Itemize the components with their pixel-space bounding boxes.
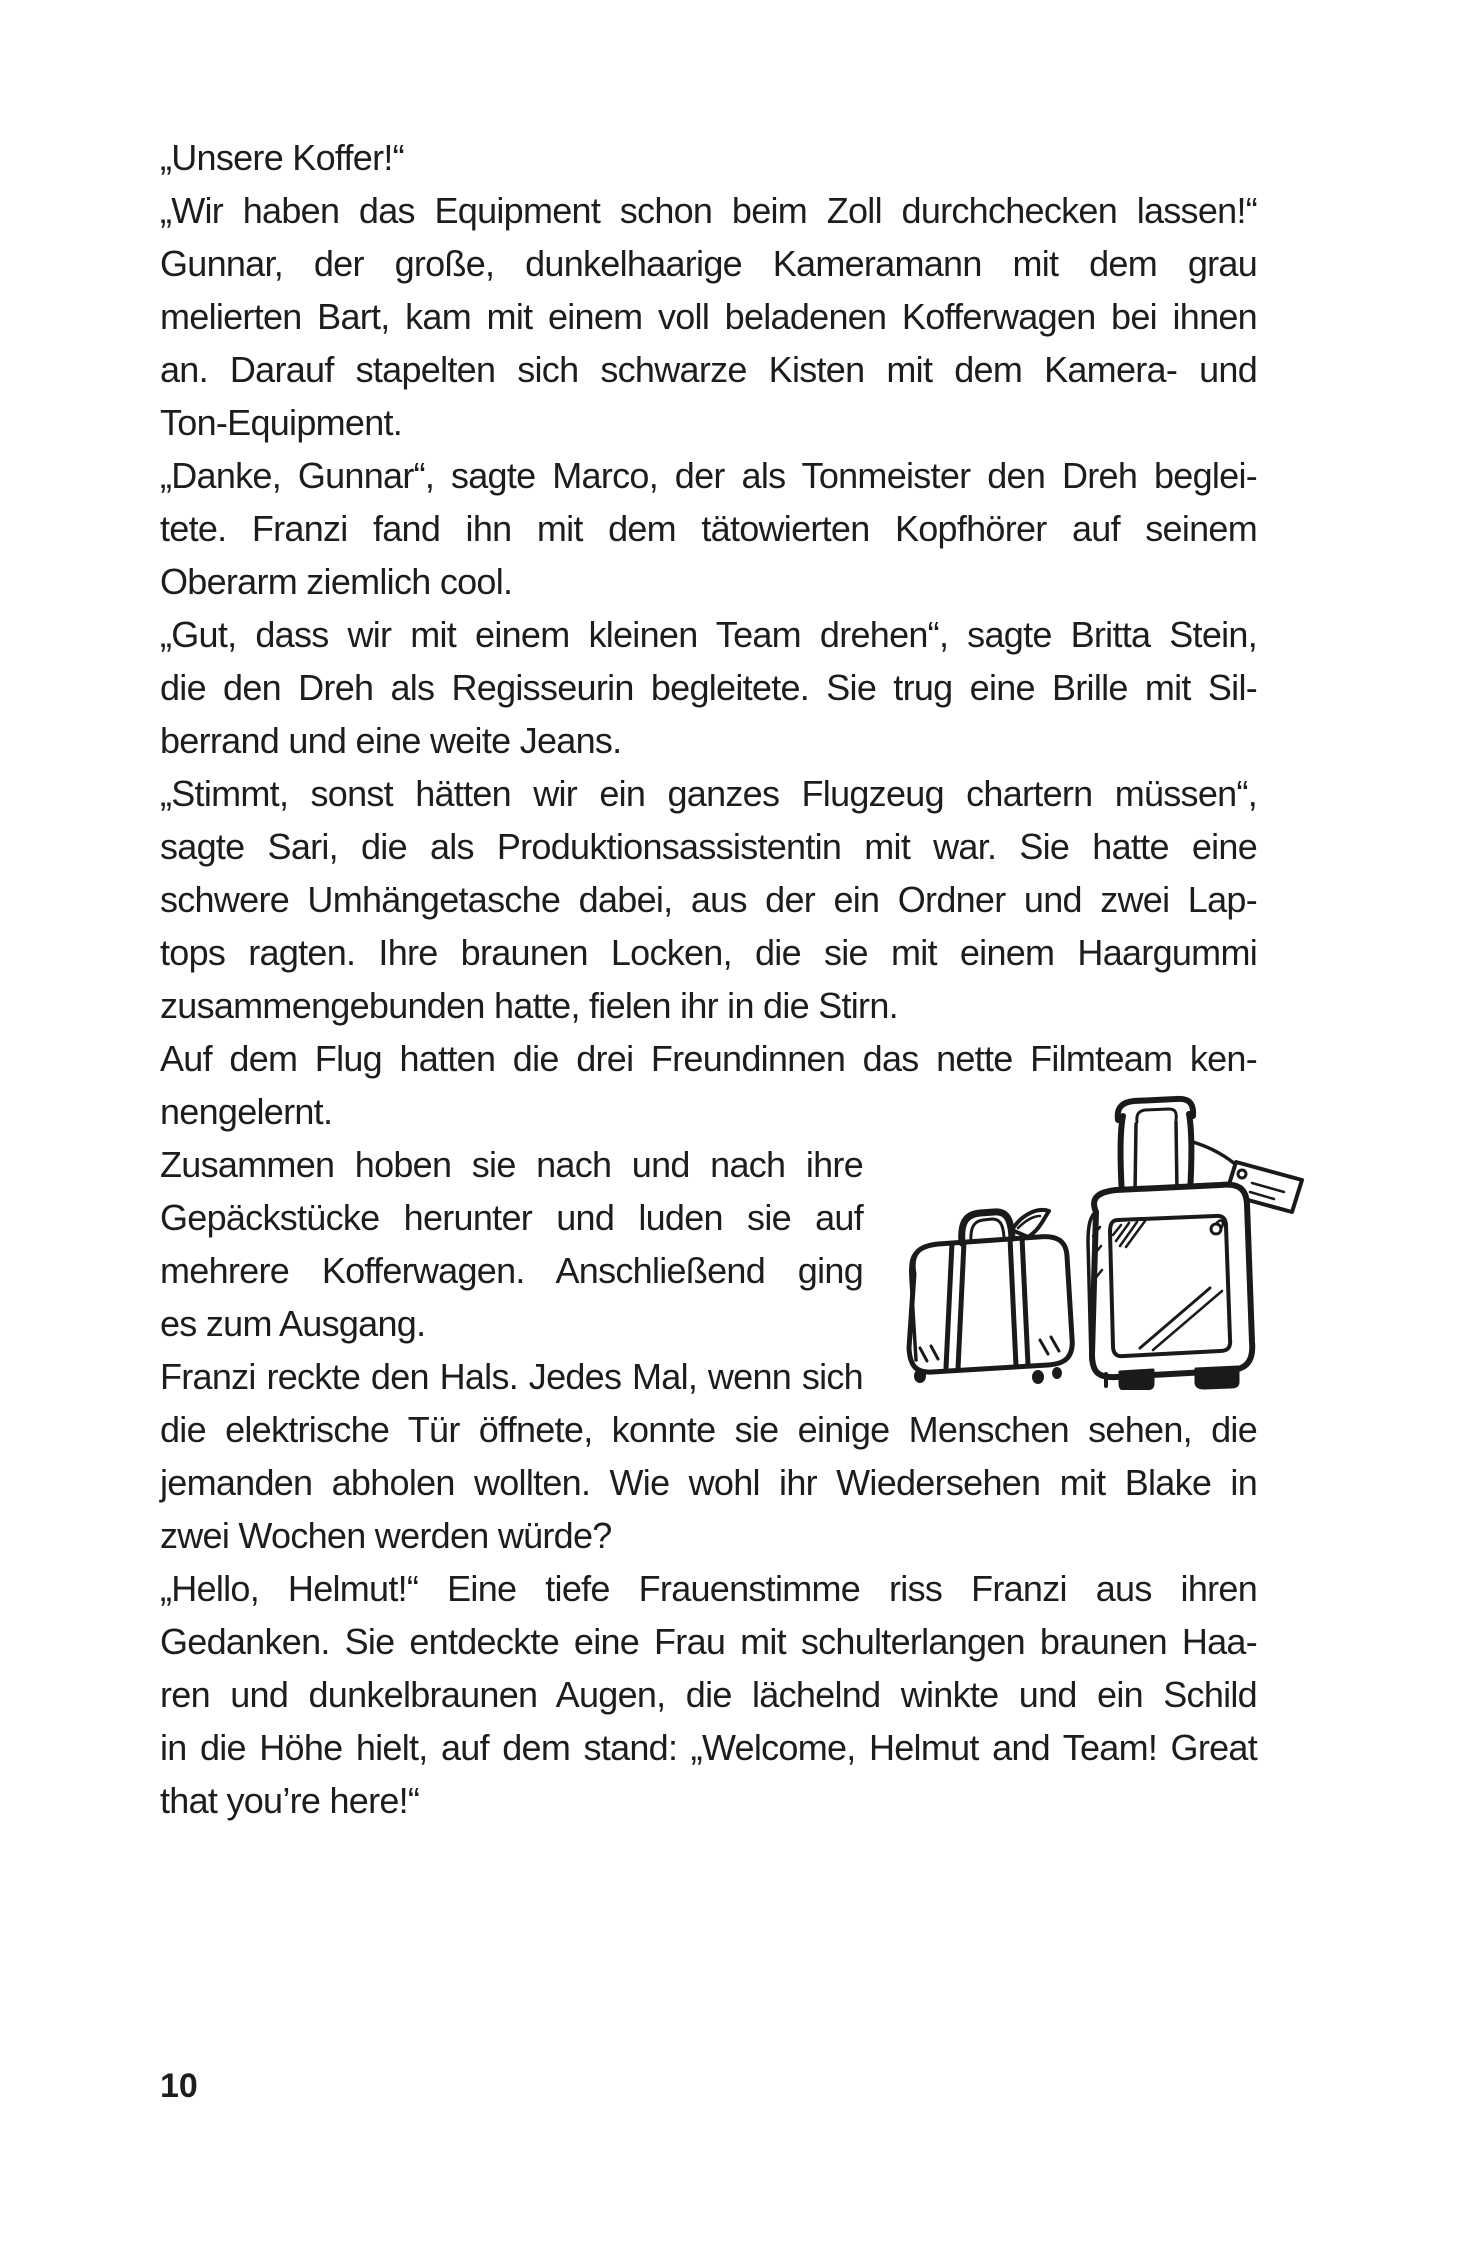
text-line: „Stimmt, sonst hätten wir ein ganzes Flugzeug chartern müssen“,	[160, 773, 1257, 814]
text-line: Franzi reckte den Hals. Jedes Mal, wenn sich	[160, 1356, 863, 1397]
text-line: zusammengebunden hatte, fielen ihr in die Stirn.	[160, 985, 898, 1026]
text-line: Ton-Equipment.	[160, 402, 403, 443]
text-line: an. Darauf stapelten sich schwarze Kisten mit dem Kamera- und	[160, 349, 1257, 390]
text-line: „Gut, dass wir mit einem kleinen Team drehen“, sagte Britta Stein,	[160, 614, 1257, 655]
text-line: mehrere Kofferwagen. Anschließend ging	[160, 1250, 863, 1291]
page-number: 10	[160, 2067, 198, 2105]
text-line: „Wir haben das Equipment schon beim Zoll durchchecken lassen!“	[160, 190, 1257, 231]
text-line: Gepäckstücke herunter und luden sie auf	[160, 1197, 863, 1238]
suitcase-icon	[909, 1210, 1072, 1384]
text-line: in die Höhe hielt, auf dem stand: „Welcome, Helmut and Team! Great	[160, 1727, 1257, 1768]
text-line: tops ragten. Ihre braunen Locken, die sie mit einem Haargummi	[160, 932, 1257, 973]
text-line: Gedanken. Sie entdeckte eine Frau mit schulterlangen braunen Haa-	[160, 1621, 1257, 1662]
text-line: berrand und eine weite Jeans.	[160, 720, 622, 761]
text-line: sagte Sari, die als Produktionsassistentin mit war. Sie hatte eine	[160, 826, 1257, 867]
luggage-illustration	[890, 1080, 1350, 1390]
text-line: die den Dreh als Regisseurin begleitete. Sie trug eine Brille mit Sil-	[160, 667, 1257, 708]
text-line: zwei Wochen werden würde?	[160, 1515, 612, 1556]
text-line: es zum Ausgang.	[160, 1303, 426, 1344]
text-line: Auf dem Flug hatten die drei Freundinnen das nette Filmteam ken-	[160, 1038, 1257, 1079]
text-line: melierten Bart, kam mit einem voll beladenen Kofferwagen bei ihnen	[160, 296, 1257, 337]
text-line: Oberarm ziemlich cool.	[160, 561, 513, 602]
text-line: jemanden abholen wollten. Wie wohl ihr Wiedersehen mit Blake in	[160, 1462, 1257, 1503]
trolley-suitcase-icon	[1088, 1099, 1302, 1390]
text-line: „Unsere Koffer!“	[160, 137, 404, 178]
text-line: die elektrische Tür öffnete, konnte sie einige Menschen sehen, die	[160, 1409, 1257, 1450]
text-line: Zusammen hoben sie nach und nach ihre	[160, 1144, 863, 1185]
text-line: „Hello, Helmut!“ Eine tiefe Frauenstimme riss Franzi aus ihren	[160, 1568, 1257, 1609]
text-line: „Danke, Gunnar“, sagte Marco, der als Tonmeister den Dreh beglei-	[160, 455, 1257, 496]
text-line: nengelernt.	[160, 1091, 333, 1132]
text-line: that you’re here!“	[160, 1780, 420, 1821]
text-line: tete. Franzi fand ihn mit dem tätowierten Kopfhörer auf seinem	[160, 508, 1257, 549]
story-text	[160, 131, 1257, 1827]
text-line: ren und dunkelbraunen Augen, die lächelnd winkte und ein Schild	[160, 1674, 1257, 1715]
text-line: Gunnar, der große, dunkelhaarige Kameramann mit dem grau	[160, 243, 1257, 284]
text-line: schwere Umhängetasche dabei, aus der ein Ordner und zwei Lap-	[160, 879, 1257, 920]
